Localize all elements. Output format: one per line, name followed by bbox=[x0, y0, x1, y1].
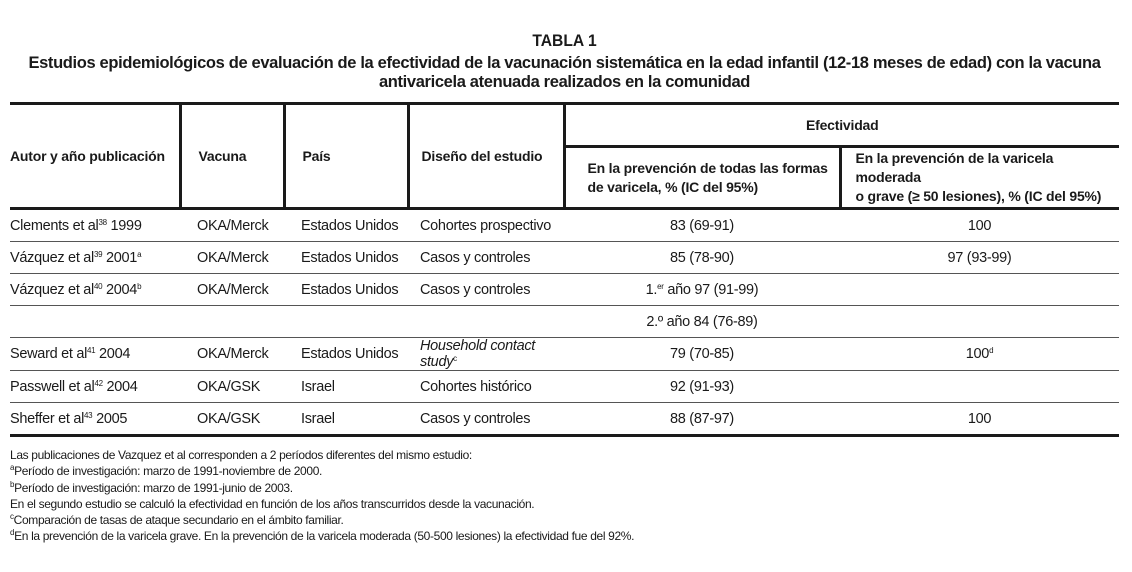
table-body bbox=[10, 209, 1119, 436]
autor-year: 2004 bbox=[95, 346, 131, 362]
table-row bbox=[10, 338, 1119, 371]
cell-autor bbox=[10, 371, 180, 403]
caption-line-1: Estudios epidemiológicos de evaluación de la efectividad de la vacunación sistemática en la edad infantil (12-18 meses de edad) con la vacuna bbox=[28, 54, 1101, 72]
diseno-text: Casos y controles bbox=[420, 249, 531, 266]
diseno-text: Cohortes histórico bbox=[420, 378, 532, 395]
autor-ref: 41 bbox=[87, 346, 96, 355]
diseno-text: Household contact study bbox=[420, 338, 536, 370]
table-caption bbox=[10, 54, 1119, 92]
todas-value: 79 (70-85) bbox=[670, 346, 734, 362]
header-efectividad: Efectividad bbox=[564, 105, 1119, 147]
note-a-text: Período de investigación: marzo de 1991-noviembre de 2000. bbox=[14, 464, 323, 479]
autor-year: 2001 bbox=[102, 249, 138, 266]
cell-todas-formas bbox=[564, 338, 840, 371]
note-d-mark: d bbox=[10, 528, 15, 538]
cell-todas-formas bbox=[564, 403, 840, 436]
autor-year: 2004 bbox=[102, 378, 138, 395]
moderada-value: 100 bbox=[965, 346, 990, 362]
cell-pais: Israel bbox=[284, 403, 408, 436]
note-b bbox=[10, 480, 1119, 496]
note-a bbox=[10, 463, 1119, 479]
cell-pais bbox=[284, 306, 408, 338]
note-b-mark: b bbox=[10, 479, 15, 489]
cell-vacuna: OKA/Merck bbox=[180, 338, 284, 371]
note-d-text: En la prevención de la varicela grave. En la prevención de la varicela moderada (50-500 lesiones) la efectividad fue del 92%. bbox=[14, 529, 635, 544]
autor-year: 2005 bbox=[92, 410, 128, 427]
cell-diseno bbox=[408, 209, 564, 242]
autor-note-mark: b bbox=[137, 281, 142, 291]
moderada-value: 100 bbox=[967, 217, 992, 234]
cell-diseno bbox=[408, 306, 564, 338]
header-moderada-line-2: o grave (≥ 50 lesiones), % (IC del 95%) bbox=[855, 188, 1102, 204]
autor-ref: 40 bbox=[93, 281, 103, 291]
moderada-value: 97 (93-99) bbox=[947, 249, 1012, 266]
header-pais: País bbox=[284, 105, 408, 209]
note-second-study: En el segundo estudio se calculó la efectividad en función de los años transcurridos desde la vacunación. bbox=[10, 496, 535, 511]
cell-pais: Israel bbox=[284, 371, 408, 403]
autor-ref: 39 bbox=[93, 249, 103, 259]
note-general: Las publicaciones de Vazquez et al corresponden a 2 períodos diferentes del mismo estudio: bbox=[10, 448, 472, 462]
note-b-text: Período de investigación: marzo de 1991-junio de 2003. bbox=[14, 480, 293, 495]
todas-value: año 97 (91-99) bbox=[663, 281, 759, 298]
header-moderada-grave bbox=[840, 147, 1119, 209]
cell-autor bbox=[10, 274, 180, 306]
cell-moderada-grave bbox=[840, 371, 1119, 403]
cell-autor bbox=[10, 209, 180, 242]
todas-value: 92 (91-93) bbox=[670, 378, 734, 395]
table-notes bbox=[10, 447, 1119, 545]
table-row bbox=[10, 306, 1119, 338]
table-row bbox=[10, 371, 1119, 403]
cell-vacuna bbox=[180, 306, 284, 338]
caption-line-2: antivaricela atenuada realizados en la comunidad bbox=[378, 73, 751, 91]
cell-moderada-grave bbox=[840, 338, 1119, 371]
cell-todas-formas bbox=[564, 371, 840, 403]
header-vacuna: Vacuna bbox=[180, 105, 284, 209]
document bbox=[10, 0, 1119, 545]
cell-vacuna: OKA/Merck bbox=[180, 209, 284, 242]
autor-name: Sheffer et al bbox=[10, 410, 85, 427]
cell-moderada-grave bbox=[840, 403, 1119, 436]
cell-pais: Estados Unidos bbox=[284, 242, 408, 274]
cell-pais: Estados Unidos bbox=[284, 274, 408, 306]
diseno-note-mark: c bbox=[453, 354, 457, 363]
cell-moderada-grave bbox=[840, 242, 1119, 274]
table-number: TABLA 1 bbox=[532, 31, 597, 50]
cell-pais: Estados Unidos bbox=[284, 209, 408, 242]
header-diseno: Diseño del estudio bbox=[408, 105, 564, 209]
table-row bbox=[10, 403, 1119, 436]
moderada-value: 100 bbox=[967, 410, 992, 427]
autor-name: Seward et al bbox=[10, 346, 87, 362]
cell-vacuna: OKA/Merck bbox=[180, 242, 284, 274]
cell-moderada-grave bbox=[840, 209, 1119, 242]
cell-autor bbox=[10, 338, 180, 371]
diseno-text: Casos y controles bbox=[420, 410, 531, 427]
table-row bbox=[10, 242, 1119, 274]
cell-pais: Estados Unidos bbox=[284, 338, 408, 371]
cell-vacuna: OKA/GSK bbox=[180, 371, 284, 403]
autor-year: 2004 bbox=[102, 281, 138, 298]
autor-note-mark: a bbox=[137, 249, 142, 259]
note-c bbox=[10, 512, 1119, 528]
cell-diseno bbox=[408, 403, 564, 436]
note-a-mark: a bbox=[10, 463, 15, 473]
todas-value: 83 (69-91) bbox=[670, 217, 734, 234]
autor-name: Clements et al bbox=[10, 217, 99, 234]
autor-ref: 43 bbox=[84, 410, 93, 420]
table-row bbox=[10, 274, 1119, 306]
todas-prefix: 1. bbox=[645, 281, 658, 298]
diseno-text: Cohortes prospectivo bbox=[420, 217, 552, 234]
cell-todas-formas bbox=[564, 242, 840, 274]
cell-autor bbox=[10, 403, 180, 436]
autor-ref: 38 bbox=[98, 217, 107, 227]
todas-value: 2.º año 84 (76-89) bbox=[646, 313, 758, 330]
cell-diseno bbox=[408, 371, 564, 403]
note-c-mark: c bbox=[10, 512, 14, 522]
cell-diseno bbox=[408, 242, 564, 274]
cell-vacuna: OKA/Merck bbox=[180, 274, 284, 306]
autor-name: Passwell et al bbox=[10, 378, 95, 395]
cell-diseno bbox=[408, 274, 564, 306]
cell-diseno bbox=[408, 338, 564, 371]
todas-value: 85 (78-90) bbox=[670, 249, 734, 266]
header-autor: Autor y año publicación bbox=[10, 105, 180, 209]
header-todas-formas bbox=[564, 147, 840, 209]
header-moderada-line-1: En la prevención de la varicela moderada bbox=[855, 150, 1054, 185]
cell-todas-formas bbox=[564, 209, 840, 242]
todas-prefix-sup: er bbox=[657, 281, 664, 291]
autor-year: 1999 bbox=[106, 217, 142, 234]
diseno-text: Casos y controles bbox=[420, 281, 531, 298]
note-c-text: Comparación de tasas de ataque secundario en el ámbito familiar. bbox=[13, 513, 344, 528]
header-todas-line-2: de varicela, % (IC del 95%) bbox=[587, 178, 758, 195]
cell-moderada-grave bbox=[840, 306, 1119, 338]
moderada-note-mark: d bbox=[989, 346, 994, 355]
cell-moderada-grave bbox=[840, 274, 1119, 306]
cell-todas-formas bbox=[564, 274, 840, 306]
note-d bbox=[10, 528, 1119, 544]
header-todas-line-1: En la prevención de todas las formas bbox=[587, 159, 828, 176]
cell-autor bbox=[10, 306, 180, 338]
table-row bbox=[10, 209, 1119, 242]
data-table bbox=[10, 105, 1119, 437]
autor-ref: 42 bbox=[94, 378, 103, 388]
todas-value: 88 (87-97) bbox=[670, 410, 734, 427]
autor-name: Vázquez et al bbox=[10, 281, 94, 298]
cell-autor bbox=[10, 242, 180, 274]
autor-name: Vázquez et al bbox=[10, 249, 94, 266]
cell-todas-formas bbox=[564, 306, 840, 338]
cell-vacuna: OKA/GSK bbox=[180, 403, 284, 436]
